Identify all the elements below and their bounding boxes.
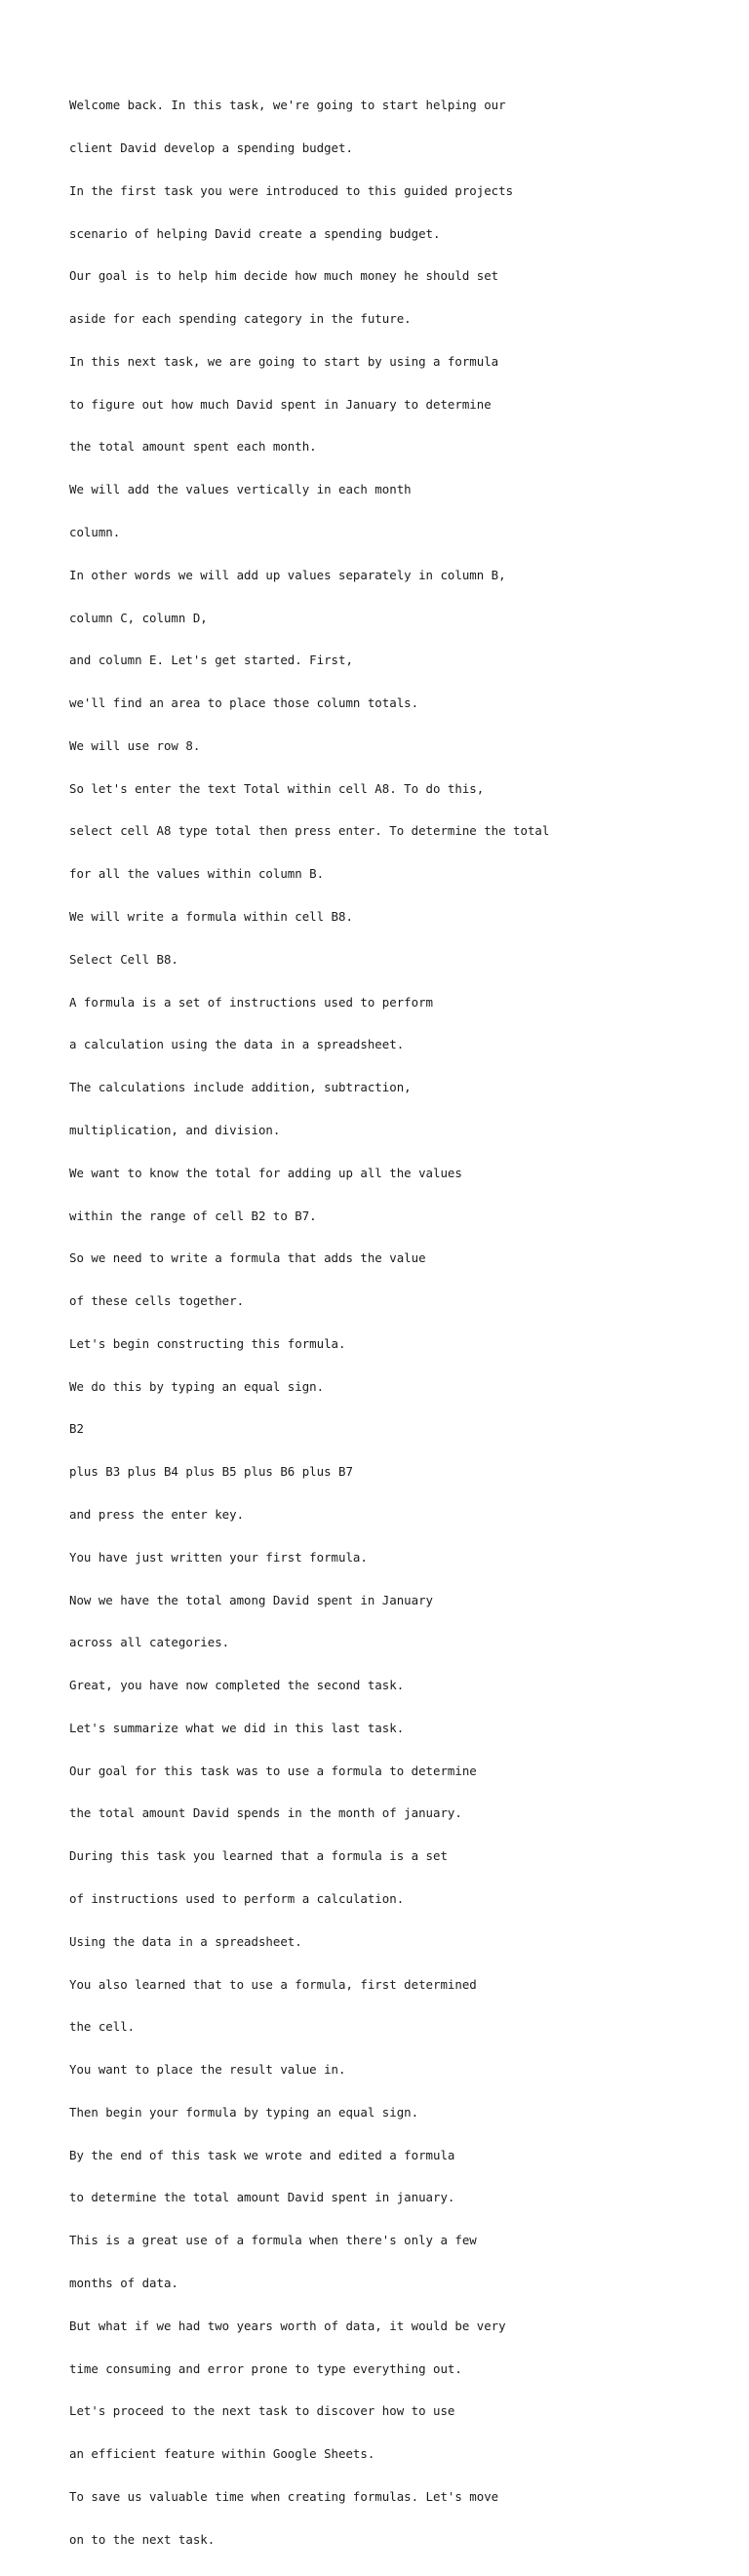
transcript-line: the cell. xyxy=(69,2019,136,2035)
transcript-line: So we need to write a formula that adds the value xyxy=(69,1250,426,1266)
transcript-line: We want to know the total for adding up all the values xyxy=(69,1165,462,1180)
transcript-line: for all the values within column B. xyxy=(69,866,325,882)
transcript-line: This is a great use of a formula when there's only a few xyxy=(69,2233,477,2248)
transcript-line: A formula is a set of instructions used to perform xyxy=(69,994,433,1010)
transcript-line: of these cells together. xyxy=(69,1293,245,1309)
transcript-line: Welcome back. In this task, we're going to start helping our xyxy=(69,98,506,113)
transcript-line: B2 xyxy=(69,1421,84,1437)
transcript-line: aside for each spending category in the future. xyxy=(69,311,412,327)
transcript-line: You also learned that to use a formula, first determined xyxy=(69,1976,477,1992)
transcript-line: In this next task, we are going to start by using a formula xyxy=(69,353,499,369)
transcript-line: to figure out how much David spent in January to determine xyxy=(69,396,492,412)
transcript-line: You have just written your first formula. xyxy=(69,1549,368,1565)
transcript-line: In the first task you were introduced to this guided projects xyxy=(69,182,514,198)
transcript-line: and column E. Let's get started. First, xyxy=(69,653,353,668)
transcript-line: During this task you learned that a formula is a set xyxy=(69,1848,448,1864)
transcript-line: We will use row 8. xyxy=(69,737,201,753)
transcript-line: You want to place the result value in. xyxy=(69,2062,346,2078)
transcript-line: months of data. xyxy=(69,2276,178,2291)
transcript-line: Then begin your formula by typing an equal sign. xyxy=(69,2104,419,2120)
transcript-line: scenario of helping David create a spending budget. xyxy=(69,225,441,241)
transcript-line: Our goal is to help him decide how much money he should set xyxy=(69,268,499,284)
transcript-line: to determine the total amount David spent in january. xyxy=(69,2190,455,2205)
transcript-line: and press the enter key. xyxy=(69,1506,245,1522)
transcript-line: Now we have the total among David spent in January xyxy=(69,1592,433,1607)
transcript-line: Let's proceed to the next task to discover how to use xyxy=(69,2403,455,2419)
transcript-line: an efficient feature within Google Sheets. xyxy=(69,2446,375,2462)
transcript-line: on to the next task. xyxy=(69,2531,216,2547)
transcript-line: the total amount David spends in the month of january. xyxy=(69,1805,462,1821)
transcript-line: By the end of this task we wrote and edited a formula xyxy=(69,2147,455,2162)
transcript-line: multiplication, and division. xyxy=(69,1122,281,1137)
transcript-line: time consuming and error prone to type everything out. xyxy=(69,2360,462,2376)
transcript-line: a calculation using the data in a spreadsheet. xyxy=(69,1037,405,1052)
transcript-line: But what if we had two years worth of data, it would be very xyxy=(69,2318,506,2333)
transcript-line: across all categories. xyxy=(69,1635,230,1650)
transcript-line: Let's begin constructing this formula. xyxy=(69,1335,346,1351)
transcript-line: column C, column D, xyxy=(69,610,208,625)
transcript-text xyxy=(69,70,549,2576)
transcript-line: client David develop a spending budget. xyxy=(69,139,353,155)
transcript-line: We do this by typing an equal sign. xyxy=(69,1378,325,1394)
transcript-line: The calculations include addition, subtraction, xyxy=(69,1080,412,1095)
transcript-line: select cell A8 type total then press enter. To determine the total xyxy=(69,823,550,839)
transcript-line: Let's summarize what we did in this last task. xyxy=(69,1720,405,1735)
transcript-line: Great, you have now completed the second task. xyxy=(69,1678,405,1693)
transcript-line: In other words we will add up values separately in column B, xyxy=(69,567,506,582)
transcript-line: We will write a formula within cell B8. xyxy=(69,909,353,925)
transcript-line: of instructions used to perform a calculation. xyxy=(69,1891,405,1906)
transcript-line: within the range of cell B2 to B7. xyxy=(69,1208,317,1223)
transcript-line: Using the data in a spreadsheet. xyxy=(69,1933,302,1949)
transcript-line: Select Cell B8. xyxy=(69,951,178,967)
transcript-line: the total amount spent each month. xyxy=(69,439,317,455)
transcript-line: we'll find an area to place those column totals. xyxy=(69,695,419,711)
transcript-line: We will add the values vertically in each month xyxy=(69,482,412,497)
transcript-line: plus B3 plus B4 plus B5 plus B6 plus B7 xyxy=(69,1464,353,1480)
transcript-line: So let's enter the text Total within cell A8. To do this, xyxy=(69,780,485,796)
transcript-line: Our goal for this task was to use a formula to determine xyxy=(69,1763,477,1778)
transcript-line: To save us valuable time when creating formulas. Let's move xyxy=(69,2488,499,2504)
transcript-line: column. xyxy=(69,525,121,539)
